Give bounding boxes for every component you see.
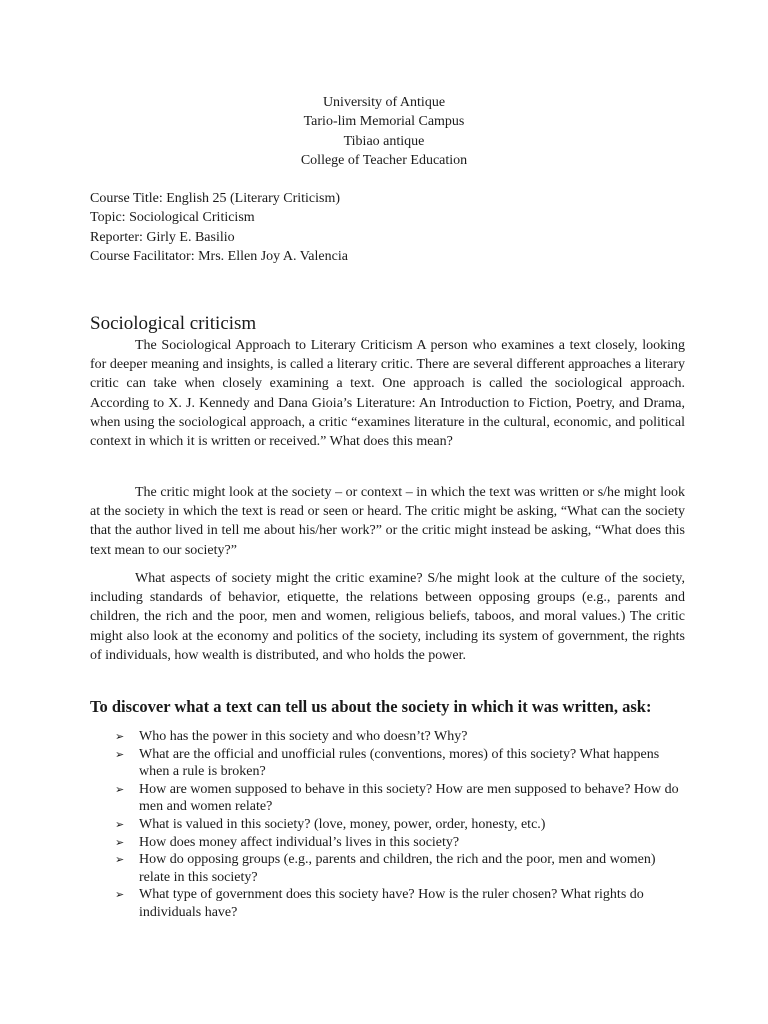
- arrowhead-bullet-icon: ➢: [115, 817, 125, 831]
- document-header: [0, 93, 768, 170]
- course-info: [90, 189, 348, 267]
- list-item-text: What is valued in this society? (love, money, power, order, honesty, etc.): [139, 816, 546, 832]
- course-facilitator: Course Facilitator: Mrs. Ellen Joy A. Valencia: [90, 249, 348, 265]
- questions-list: [90, 728, 690, 922]
- list-item-text: How are women supposed to behave in this society? How are men supposed to behave? How do men and women relate?: [139, 781, 679, 815]
- list-item: [90, 728, 690, 746]
- list-item: [90, 886, 690, 921]
- list-item: [90, 851, 690, 886]
- list-item-text: How does money affect individual’s lives in this society?: [139, 834, 460, 850]
- university-name: University of Antique: [322, 95, 446, 110]
- list-item: [90, 834, 690, 852]
- list-item-text: What are the official and unofficial rules (conventions, mores) of this society? What happens when a rule is broken?: [139, 746, 660, 780]
- questions-heading: To discover what a text can tell us about the society in which it was written, ask:: [90, 697, 652, 716]
- section-heading: Sociological criticism: [90, 313, 257, 334]
- list-item: [90, 746, 690, 781]
- course-title: Course Title: English 25 (Literary Criticism): [90, 191, 341, 206]
- arrowhead-bullet-icon: ➢: [115, 730, 125, 743]
- paragraph: The Sociological Approach to Literary Criticism A person who examines a text closely, looking for deeper meaning and insights, is called a literary critic. There are several different approaches a literary critic can take when closely examining a text. One approach is called the sociological approach. According to X. J. Kennedy and Dana Gioia’s Literature: An Introduction to Fiction, Poetry, and Drama, when using the sociological approach, a critic “examines literature in the cultural, economic, and political context in which it is written or received.” What does this mean?: [90, 338, 685, 450]
- college-name: College of Teacher Education: [300, 152, 468, 168]
- list-item: [90, 816, 690, 834]
- campus-name: Tario-lim Memorial Campus: [303, 114, 465, 130]
- paragraph: What aspects of society might the critic examine? S/he might look at the culture of the society, including standards of behavior, etiquette, the relations between opposing groups (e.g., parents and children, the rich and the poor, men and women, religious beliefs, taboos, and moral values.) The critic might also look at the economy and politics of the society, including its system of government, the rights of individuals, how wealth is distributed, and who holds the power.: [90, 571, 685, 663]
- topic: Topic: Sociological Criticism: [90, 210, 255, 226]
- arrowhead-bullet-icon: ➢: [115, 747, 125, 761]
- list-item-text: What type of government does this society have? How is the ruler chosen? What rights do individuals have?: [139, 887, 644, 920]
- campus-location: Tibiao antique: [343, 133, 425, 149]
- list-item: [90, 781, 690, 816]
- reporter: Reporter: Girly E. Basilio: [90, 229, 235, 245]
- arrowhead-bullet-icon: ➢: [115, 853, 125, 867]
- arrowhead-bullet-icon: ➢: [115, 835, 125, 849]
- list-item-text: How do opposing groups (e.g., parents and children, the rich and the poor, men and women) relate in this society?: [139, 852, 656, 885]
- arrowhead-bullet-icon: ➢: [115, 888, 125, 902]
- arrowhead-bullet-icon: ➢: [115, 782, 125, 796]
- paragraph: The critic might look at the society – or context – in which the text was written or s/he might look at the society in which the text is read or seen or heard. The critic might be asking, “What can the society that the author lived in tell me about his/her work?” or the critic might instead be asking, “What does this text mean to our society?”: [90, 485, 685, 558]
- list-item-text: Who has the power in this society and who doesn’t? Why?: [139, 729, 468, 744]
